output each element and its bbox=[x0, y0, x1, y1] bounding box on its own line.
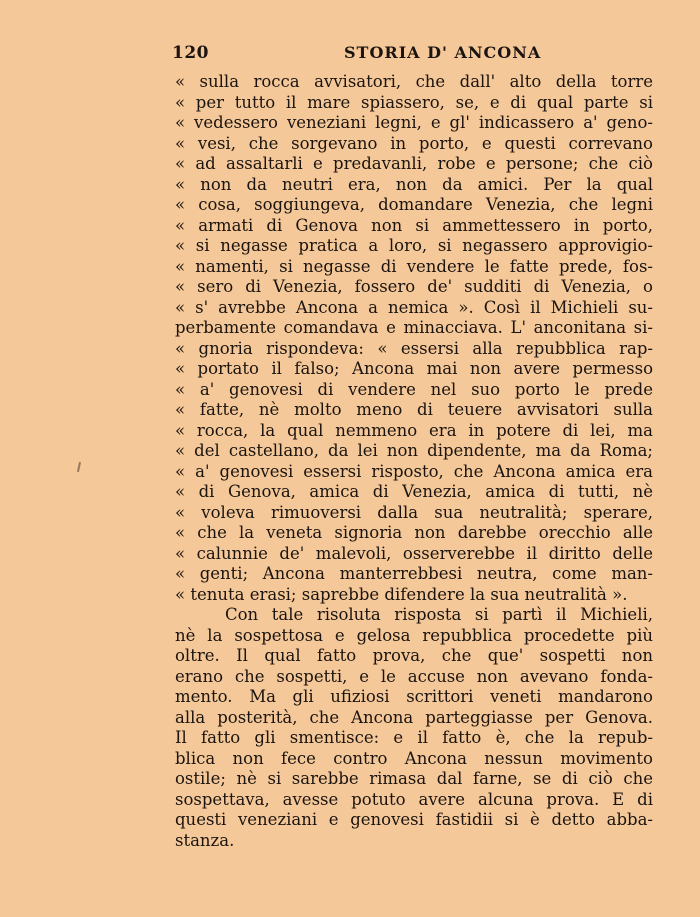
ink-speck bbox=[77, 462, 81, 472]
paragraph-start-line: Con tale risoluta risposta si partì il Michieli, bbox=[225, 605, 653, 624]
text-line: alla posterità, che Ancona parteggiasse per Genova. bbox=[175, 707, 653, 727]
text-line: « cosa, soggiungeva, domandare Venezia, che legni bbox=[175, 195, 653, 214]
text-line: « voleva rimuoversi dalla sua neutralità; sperare, bbox=[175, 502, 653, 522]
text-line: oltre. Il qual fatto prova, che que' sospetti non bbox=[175, 646, 653, 665]
text-line: « non da neutri era, non da amici. Per la qual bbox=[175, 174, 653, 194]
page-header bbox=[172, 43, 652, 63]
text-line: « ad assaltarli e predavanli, robe e persone; che ciò bbox=[175, 154, 653, 173]
text-line: « del castellano, da lei non dipendente, ma da Roma; bbox=[175, 441, 653, 460]
page-number: 120 bbox=[172, 43, 209, 63]
text-line: « vedessero veneziani legni, e gl' indicassero a' geno- bbox=[175, 113, 653, 132]
running-title: STORIA D' ANCONA bbox=[344, 43, 542, 62]
text-line: « a' genovesi essersi risposto, che Ancona amica era bbox=[175, 461, 653, 481]
text-line: « che la veneta signoria non darebbe orecchio alle bbox=[175, 523, 653, 542]
text-line: « namenti, si negasse di vendere le fatte prede, fos- bbox=[175, 256, 653, 276]
text-line: mento. Ma gli ufiziosi scrittori veneti mandarono bbox=[175, 687, 653, 706]
text-line: « rocca, la qual nemmeno era in potere di lei, ma bbox=[175, 420, 653, 440]
text-line: « tenuta erasi; saprebbe difendere la sua neutralità ». bbox=[175, 584, 628, 604]
text-line: « calunnie de' malevoli, osserverebbe il diritto delle bbox=[175, 543, 653, 563]
text-line: « s' avrebbe Ancona a nemica ». Così il Michieli su- bbox=[175, 297, 653, 317]
text-line: blica non fece contro Ancona nessun movimento bbox=[175, 748, 653, 768]
text-line: « sero di Venezia, fossero de' sudditi di Venezia, o bbox=[175, 277, 653, 296]
text-line: « di Genova, amica di Venezia, amica di tutti, nè bbox=[175, 482, 653, 501]
text-line: « si negasse pratica a loro, si negassero approvigio- bbox=[175, 236, 653, 255]
text-line: Il fatto gli smentisce: e il fatto è, che la repub- bbox=[175, 728, 653, 747]
text-line: « portato il falso; Ancona mai non avere permesso bbox=[175, 359, 653, 378]
text-line: « per tutto il mare spiassero, se, e di qual parte si bbox=[175, 92, 653, 112]
text-line: sospettava, avesse potuto avere alcuna prova. E di bbox=[175, 789, 653, 809]
text-line: ostile; nè si sarebbe rimasa dal farne, se di ciò che bbox=[175, 769, 653, 788]
text-line: « sulla rocca avvisatori, che dall' alto della torre bbox=[175, 72, 653, 91]
body-text bbox=[175, 72, 653, 851]
text-line: « a' genovesi di vendere nel suo porto le prede bbox=[175, 379, 653, 399]
text-line: « fatte, nè molto meno di teuere avvisatori sulla bbox=[175, 400, 653, 419]
text-line: erano che sospetti, e le accuse non avevano fonda- bbox=[175, 666, 653, 686]
text-line: « vesi, che sorgevano in porto, e questi correvano bbox=[175, 133, 653, 153]
text-line: « gnoria rispondeva: « essersi alla repubblica rap- bbox=[175, 338, 653, 358]
text-line: questi veneziani e genovesi fastidii si è detto abba- bbox=[175, 810, 653, 829]
text-line: stanza. bbox=[175, 830, 235, 850]
text-line: nè la sospettosa e gelosa repubblica procedette più bbox=[175, 625, 653, 645]
text-line: « armati di Genova non si ammettessero in porto, bbox=[175, 215, 653, 235]
text-line: « genti; Ancona manterrebbesi neutra, come man- bbox=[175, 564, 653, 583]
text-line: perbamente comandava e minacciava. L' anconitana si- bbox=[175, 318, 653, 337]
